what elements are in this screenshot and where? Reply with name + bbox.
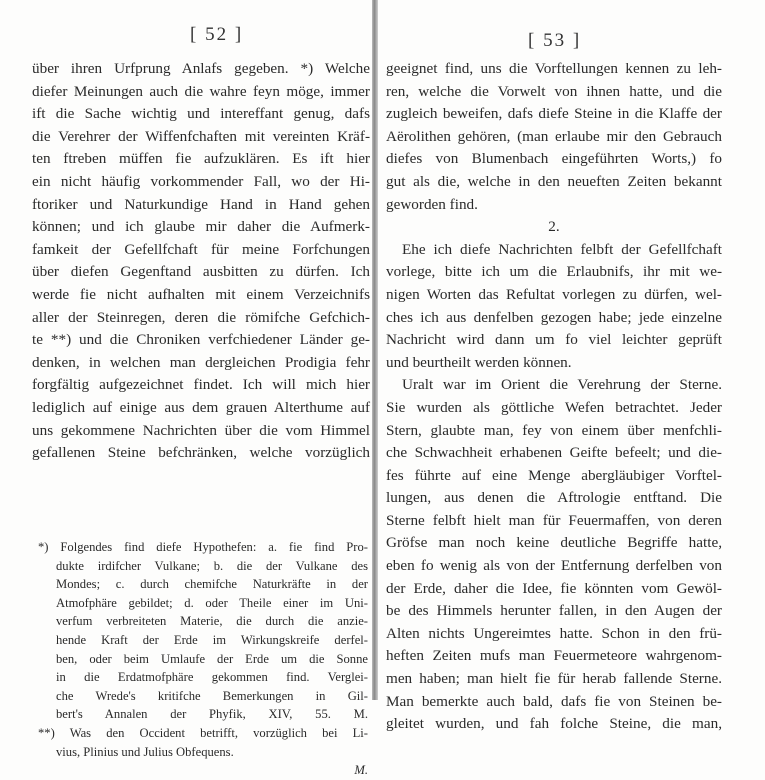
text-line: und beurtheilt werden können. <box>386 353 572 371</box>
page-number: [ 53 ] <box>528 30 582 51</box>
text-line: gleitet wurden, und fah folche Steine, die man, <box>386 715 722 733</box>
text-line: Alten nichts Ungereimtes hatte. Schon in den frü- <box>386 624 722 642</box>
text-line: in die Erdatmofphäre gekommen find. Verglei- <box>56 670 368 685</box>
text-line: diefer Meinungen auch die wahre feyn möge, immer <box>32 82 370 100</box>
text-line: be des Himmels herunter fallen, in den Augen der <box>386 602 722 620</box>
text-line: gut als die, welche in den neueften Zeiten bekannt <box>386 172 722 190</box>
main-text <box>32 58 370 465</box>
text-line: *) Folgendes find diefe Hypothefen: a. fie find Pro- <box>38 540 368 554</box>
text-line: Gröfse man noch keine deutliche Begriffe hatte, <box>386 534 722 552</box>
text-line: gefallenen Steine befchränken, welche vorzüglich <box>32 444 370 462</box>
text-line: che Wrede's kritifche Bemerkungen in Gil- <box>56 688 368 703</box>
text-line: vorlege, bitte ich um die Erlaubnifs, ihr mit we- <box>386 263 722 281</box>
text-line: eben fo wenig als von der Entfernung derfelben von <box>386 557 722 575</box>
text-line: forgfältig aufgezeichnet findet. Ich will mich hier <box>32 376 370 394</box>
text-line: fes führte auf eine Menge abergläubiger Vorftel- <box>386 466 722 484</box>
text-line: Nachricht wird dann um fo viel leichter geprüft <box>386 331 722 349</box>
text-line: heften Zeiten mufs man Feuermeteore wahrgenom- <box>386 647 722 665</box>
text-line: ben, oder beim Umlaufe der Erde um die Sonne <box>56 651 368 666</box>
text-line: te **) und die Chroniken verfchiedener Länder ge- <box>32 331 370 349</box>
text-line: Mondes; c. durch chemifche Naturkräfte in der <box>56 577 368 592</box>
text-line: lediglich auf einige aus dem grauen Alterthume auf <box>32 398 370 416</box>
text-line: ftoriker und Naturkundige Hand in Hand gehen <box>32 195 370 213</box>
text-line: geeignet find, uns die Vorftellungen kennen zu leh- <box>386 60 722 77</box>
text-line: famkeit der Gefellfchaft für meine Forfchungen <box>32 240 370 258</box>
text-line: geworden find. <box>386 195 478 213</box>
text-line: der Erde, daher die Idee, fie könnten vom Gewöl- <box>386 579 722 597</box>
text-line: che Schwachheit erhabenen Geifte befeelt; und die- <box>386 444 722 462</box>
right-page <box>378 0 765 733</box>
text-line: uns gekommene Nachrichten über die vom Himmel <box>32 421 370 439</box>
text-line: lungen, aus denen die Aftrologie entftand. Die <box>386 489 722 507</box>
text-line: denken, in welchen man dergleichen Prodigia fehr <box>32 353 370 371</box>
text-line: ein nicht häufig vorkommender Fall, wo der Hi- <box>32 172 370 190</box>
text-line: M. <box>354 763 368 778</box>
text-line: ten ftreben müffen fie aufzuklären. Es ift hier <box>32 150 370 168</box>
text-line: über ihren Urfprung Anlafs gegeben. *) Welche <box>32 60 370 77</box>
text-line: Atmofphäre gebildet; d. oder Theile einer im Uni- <box>56 595 368 610</box>
text-line: ren, welche die Vorwelt von ihnen hatte, und die <box>386 82 722 100</box>
text-line: Stern, glaubte man, fey von einem über menfchli- <box>386 421 722 439</box>
text-line: verfum verbreiteten Materie, die durch die anzie- <box>56 614 368 629</box>
text-line: 2. <box>548 218 560 236</box>
text-line: men haben; man hielt fie für herab fallende Sterne. <box>386 670 722 688</box>
text-line: Ehe ich diefe Nachrichten felbft der Gefellfchaft <box>402 240 722 258</box>
page-number: [ 52 ] <box>190 24 244 45</box>
text-line: ift die Sache wichtig und intereffant genug, dafs <box>32 105 370 123</box>
text-line: aller der Steinregen, deren die römifche Gefchich- <box>32 308 370 326</box>
text-line: diefes von Blumenbach eingeführten Worts,) fo <box>386 150 722 168</box>
text-line: werde fie nicht aufhalten mit einem Verzeichnifs <box>32 285 370 303</box>
text-line: die Verehrer der Wiffenfchaften mit vereinten Kräf- <box>32 127 370 145</box>
text-line: Sterne felbft hielt man für Feuermaffen, von deren <box>386 511 722 529</box>
left-page <box>0 0 376 778</box>
text-line: bert's Annalen der Phyfik, XIV, 55. M. <box>56 707 368 722</box>
text-line: **) Was den Occident betrifft, vorzüglich bei Li- <box>38 725 368 740</box>
text-line: Man bemerkte auch bald, dafs fie von Steinen be- <box>386 692 722 710</box>
text-line: Uralt war im Orient die Verehrung der Sterne. <box>402 376 722 394</box>
text-line: nigen Worten das Refultat vorlegen zu dürfen, wel- <box>386 285 722 303</box>
text-line: zugleich beweifen, dafs diefe Steine in die Klaffe der <box>386 105 722 123</box>
text-line: Aërolithen gehören, (man erlaube mir den Gebrauch <box>386 127 722 145</box>
text-line: vius, Plinius und Julius Obfequens. <box>56 744 234 759</box>
text-line: hende Kraft der Erde im Wirkungskreife derfel- <box>56 632 368 647</box>
text-line: können; und ich glaube mir daher die Aufmerk- <box>32 218 370 236</box>
text-line: Sie wurden als göttliche Wefen betrachtet. Jeder <box>386 398 722 416</box>
footnotes <box>38 538 368 780</box>
main-text <box>386 58 722 736</box>
text-line: dukte irdifcher Vulkane; b. die der Vulkane des <box>56 558 368 573</box>
text-line: ches ich aus denfelben gezogen habe; jede einzelne <box>386 308 722 326</box>
text-line: über diefen Gegenftand ausbitten zu dürfen. Ich <box>32 263 370 281</box>
